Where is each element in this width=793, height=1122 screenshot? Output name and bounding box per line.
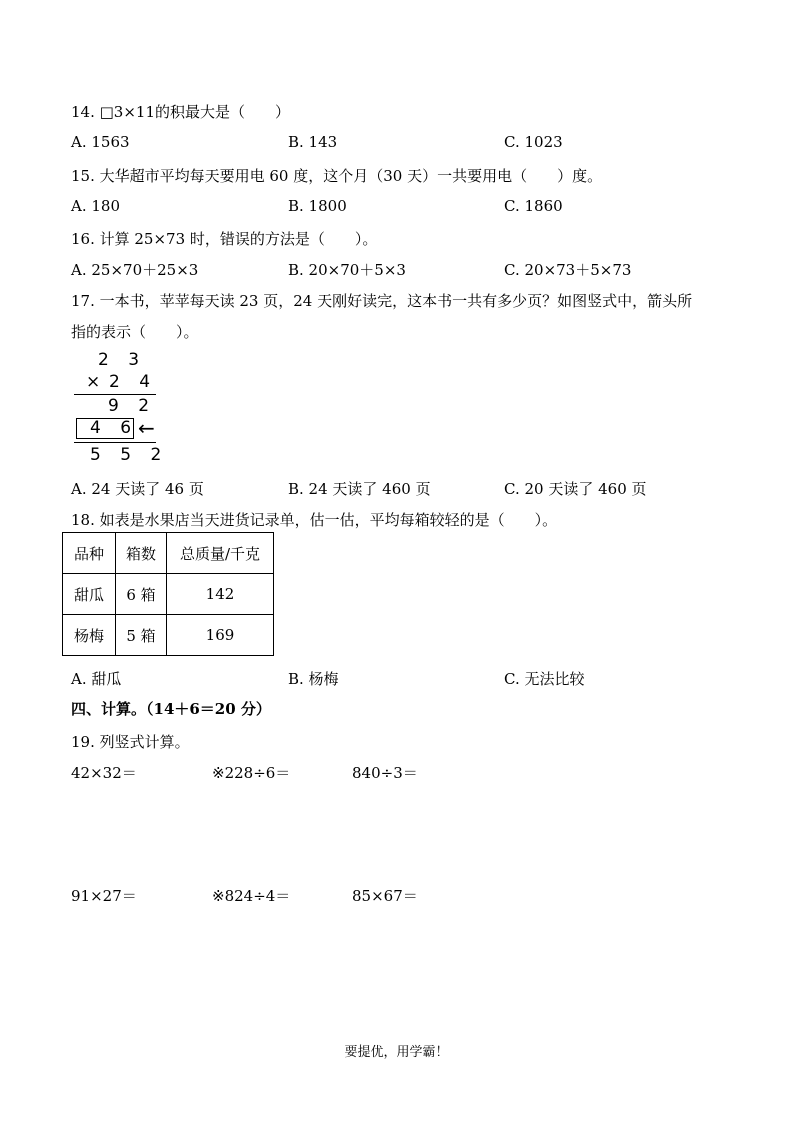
q17-option-a: A. 24 天读了 46 页 (71, 480, 204, 498)
rule-line-2 (74, 442, 156, 443)
table-cell: 6 箱 (116, 574, 167, 615)
q14-option-a: A. 1563 (71, 133, 130, 151)
multiplier: 2 4 (109, 372, 158, 392)
final-product: 5 5 2 (90, 445, 169, 465)
question-19: 19. 列竖式计算。 (71, 733, 190, 751)
calc-item: 85×67＝ (352, 887, 418, 905)
q14-option-b: B. 143 (288, 133, 338, 151)
q15-option-a: A. 180 (71, 197, 120, 215)
table-header-row (63, 533, 274, 574)
q16-option-b: B. 20×70＋5×3 (288, 261, 406, 279)
multiply-sign: × (86, 372, 108, 392)
rule-line-1 (74, 394, 156, 395)
table-header: 箱数 (116, 533, 167, 574)
question-18: 18. 如表是水果店当天进货记录单，估一估，平均每箱较轻的是（ ）。 (71, 511, 558, 529)
table-cell: 5 箱 (116, 615, 167, 656)
partial-product-1: 9 2 (108, 396, 157, 416)
q15-option-c: C. 1860 (504, 197, 563, 215)
table-header: 品种 (63, 533, 116, 574)
q17-option-b: B. 24 天读了 460 页 (288, 480, 431, 498)
page-footer: 要提优，用学霸！ (344, 1045, 449, 1060)
q14-option-c: C. 1023 (504, 133, 563, 151)
table-row (63, 615, 274, 656)
q16-option-c: C. 20×73＋5×73 (504, 261, 632, 279)
calc-item: ※228÷6＝ (212, 764, 291, 782)
calc-item: 91×27＝ (71, 887, 137, 905)
q16-option-a: A. 25×70＋25×3 (71, 261, 199, 279)
question-17-line-2: 指的表示（ ）。 (71, 323, 199, 341)
table-header: 总质量/千克 (167, 533, 274, 574)
section-4-title: 四、计算。（14＋6＝20 分） (71, 700, 271, 718)
q18-option-c: C. 无法比较 (504, 670, 585, 688)
multiplicand: 2 3 (98, 350, 147, 370)
q18-option-b: B. 杨梅 (288, 670, 339, 688)
calc-item: 42×32＝ (71, 764, 137, 782)
q17-option-c: C. 20 天读了 460 页 (504, 480, 647, 498)
table-cell: 142 (167, 574, 274, 615)
calc-item: ※824÷4＝ (212, 887, 291, 905)
calc-item: 840÷3＝ (352, 764, 418, 782)
vertical-multiplication (74, 350, 174, 470)
table-cell: 甜瓜 (63, 574, 116, 615)
q18-option-a: A. 甜瓜 (71, 670, 122, 688)
question-16: 16. 计算 25×73 时，错误的方法是（ ）。 (71, 230, 378, 248)
question-15: 15. 大华超市平均每天要用电 60 度，这个月（30 天）一共要用电（ ）度。 (71, 167, 603, 185)
table-cell: 杨梅 (63, 615, 116, 656)
question-17-line-1: 17. 一本书，苹苹每天读 23 页，24 天刚好读完，这本书一共有多少页？如图竖式中，箭头所 (71, 292, 693, 310)
partial-product-2: 4 6 (90, 418, 139, 438)
q15-option-b: B. 1800 (288, 197, 347, 215)
question-14: 14. □3×11的积最大是（ ） (71, 103, 290, 121)
arrow-left-icon: ← (138, 416, 155, 440)
fruit-record-table (62, 532, 274, 656)
table-row (63, 574, 274, 615)
table-cell: 169 (167, 615, 274, 656)
